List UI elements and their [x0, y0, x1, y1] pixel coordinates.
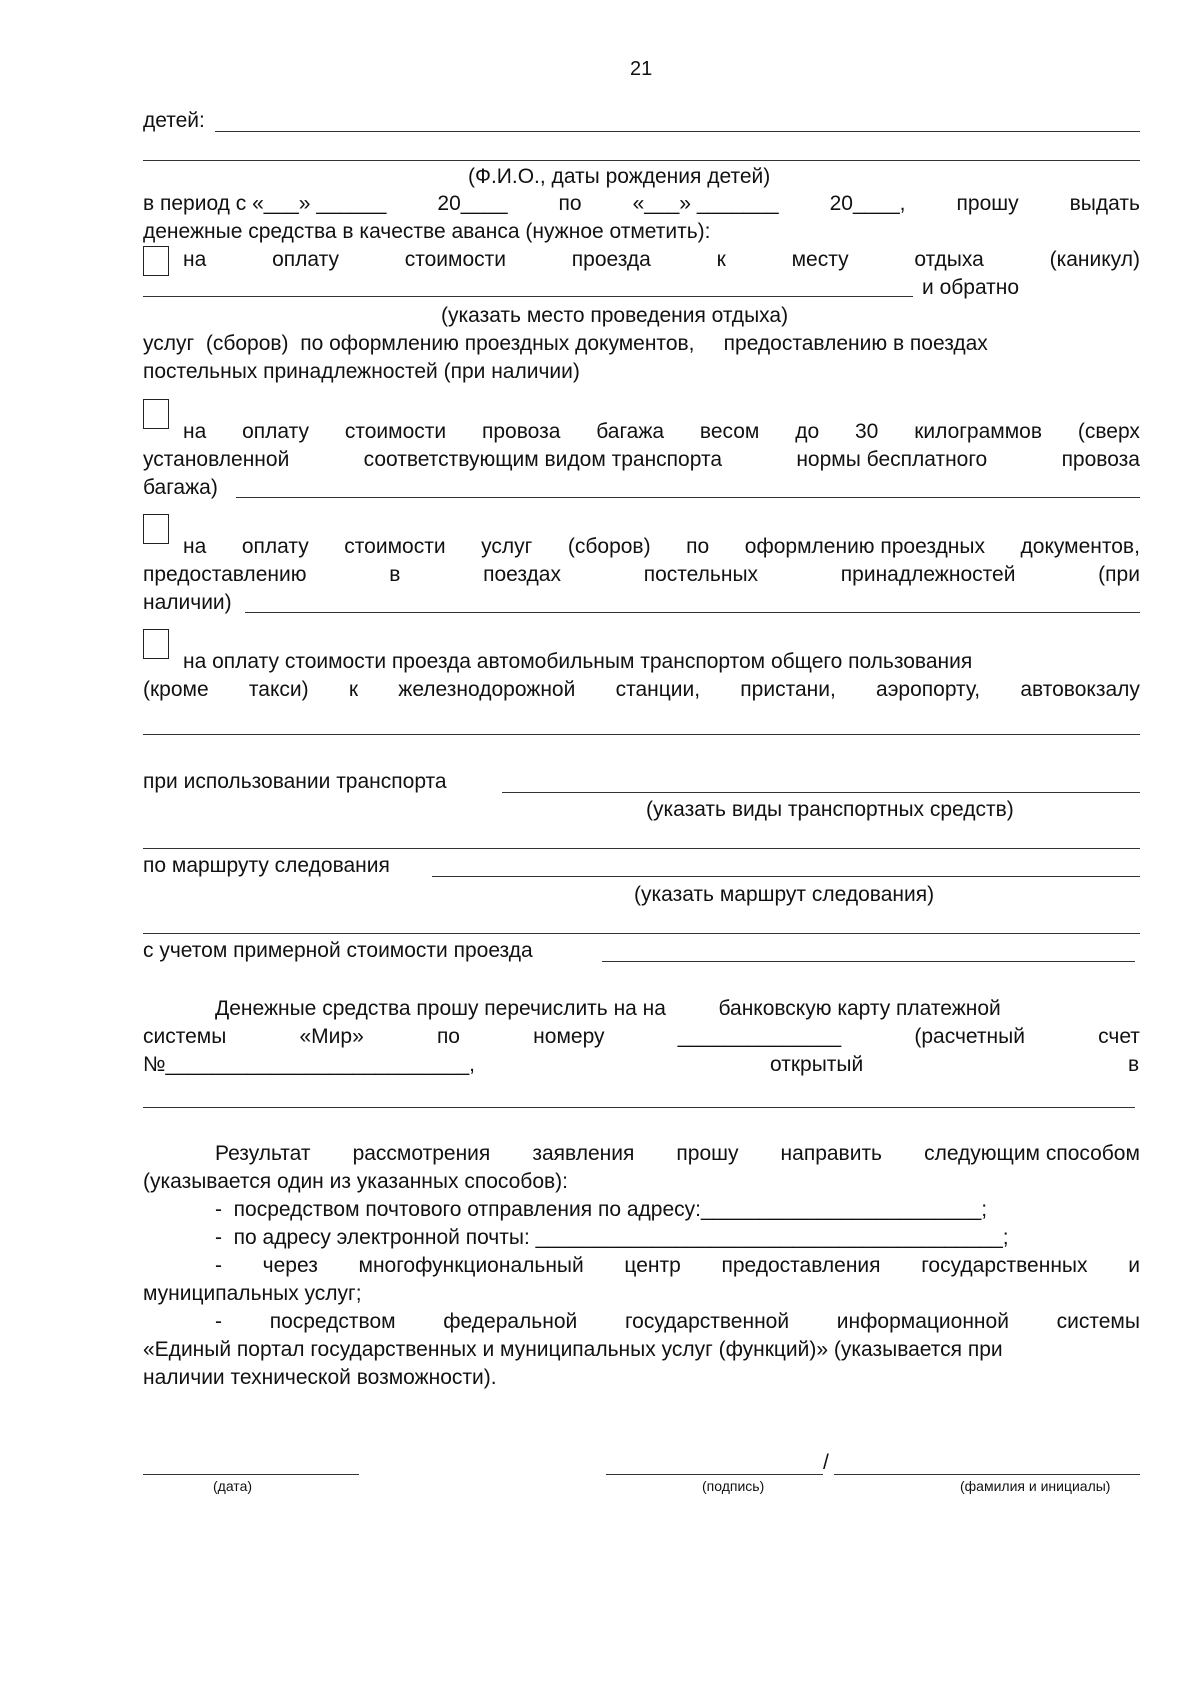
option3-word: поездах — [483, 563, 561, 586]
option3-word: по — [686, 535, 710, 558]
option4-word: к — [348, 678, 359, 701]
result-word: рассмотрения — [352, 1142, 491, 1165]
option3-word: оплату — [241, 535, 309, 558]
result-word: информационной — [836, 1310, 1009, 1333]
payment-line1: Денежные средства прошу перечислить на на банковскую карту платежной — [215, 997, 1001, 1020]
transport-line[interactable] — [502, 792, 1140, 793]
option1-line3: услуг (сборов) по оформлению проездных документов, предоставлению в поездах — [143, 332, 988, 355]
result-word: и — [1128, 1254, 1140, 1277]
services-line[interactable] — [245, 612, 1140, 613]
route-line[interactable] — [432, 876, 1140, 877]
children-line-1[interactable] — [215, 131, 1140, 132]
period-word: по — [558, 192, 582, 215]
option2-word: килограммов — [914, 420, 1043, 443]
result-word: посредством — [269, 1310, 396, 1333]
option1-word: оплату — [272, 248, 339, 271]
signature-caption: (подпись) — [702, 1478, 765, 1494]
result-portal-line2: «Единый портал государственных и муниципальных услуг (функций)» (указывается при — [143, 1338, 1003, 1361]
option1-tail: и обратно — [922, 276, 1020, 299]
option2-word: провоза — [1061, 448, 1140, 471]
route-label: по маршруту следования — [143, 854, 390, 877]
route-caption: (указать маршрут следования) — [634, 883, 935, 906]
option2-word: провоза — [481, 420, 561, 443]
result-word: системы — [1056, 1310, 1140, 1333]
page-number: 21 — [630, 58, 653, 80]
payment-word: системы — [143, 1025, 227, 1048]
result-word: государственных — [921, 1254, 1088, 1277]
period-word: 20____, — [829, 192, 906, 215]
option3-word: услуг — [481, 535, 533, 558]
option3-word: предоставлению — [143, 563, 307, 586]
payment-word: счет — [1098, 1025, 1140, 1048]
option2-word: установленной — [143, 448, 290, 471]
option3-word: (при — [1098, 563, 1140, 586]
rest-place-line[interactable] — [143, 296, 913, 297]
bank-line[interactable] — [143, 1107, 1135, 1108]
result-word: - — [215, 1254, 222, 1277]
result-word: предоставления — [721, 1254, 881, 1277]
option4-word: автовокзалу — [1020, 678, 1140, 701]
option4-line2 — [143, 677, 1140, 703]
option2-line2 — [143, 447, 1140, 473]
children-line-2[interactable] — [143, 160, 1140, 161]
option1-word: (каникул) — [1049, 248, 1140, 271]
option3-word: постельных — [643, 563, 759, 586]
option4-word: такси) — [248, 678, 309, 701]
payment-word: номеру — [533, 1025, 605, 1048]
result-portal-line3: наличии технической возможности). — [143, 1366, 497, 1389]
option2-word: нормы бесплатного — [796, 448, 988, 471]
result-word: - — [215, 1310, 222, 1333]
result-word: федеральной — [443, 1310, 578, 1333]
result-line2: (указывается один из указанных способов): — [143, 1170, 568, 1193]
option4-word: железнодорожной — [398, 678, 576, 701]
signature-line[interactable] — [606, 1474, 823, 1475]
result-mfc — [215, 1253, 1140, 1279]
payment-opened: открытый — [770, 1053, 864, 1076]
period-word: выдать — [1069, 192, 1140, 215]
result-word: заявления — [532, 1142, 635, 1165]
result-email[interactable]: - по адресу электронной почты: ________________________________________; — [215, 1226, 1009, 1249]
option2-word: стоимости — [344, 420, 447, 443]
result-mfc-line2: муниципальных услуг; — [143, 1282, 362, 1305]
option1-word: стоимости — [404, 248, 506, 271]
transport-label: при использовании транспорта — [143, 770, 447, 793]
transport-line-2[interactable] — [143, 848, 1140, 849]
result-word: многофункциональный — [358, 1254, 584, 1277]
option3-word: стоимости — [344, 535, 446, 558]
result-mail[interactable]: - посредством почтового отправления по адресу:________________________; — [215, 1198, 988, 1221]
payment-in: в — [1128, 1053, 1140, 1076]
result-word: направить — [780, 1142, 882, 1165]
option1-word: к — [716, 248, 726, 271]
payment-word: «Мир» — [299, 1025, 364, 1048]
card-number-field[interactable]: ______________ — [677, 1025, 842, 1048]
period-word: «___» _______ — [632, 192, 779, 215]
option2-word: соответствующим видом транспорта — [363, 448, 723, 471]
result-word: прошу — [676, 1142, 739, 1165]
option2-word: весом — [699, 420, 760, 443]
option1-word: проезда — [571, 248, 651, 271]
option2-line3: багажа) — [143, 476, 218, 499]
option4-word: пристани, — [740, 678, 836, 701]
signature-slash: / — [823, 1451, 829, 1474]
children-caption: (Ф.И.О., даты рождения детей) — [468, 165, 771, 188]
option4-word: аэропорту, — [876, 678, 981, 701]
option2-word: 30 — [854, 420, 879, 443]
children-label: детей: — [143, 109, 205, 132]
option1-line — [183, 247, 1140, 273]
option3-word: принадлежностей — [840, 563, 1016, 586]
result-line1 — [215, 1141, 1140, 1167]
option2-word: на — [183, 420, 207, 443]
result-word: Результат — [215, 1142, 311, 1165]
route-line-2[interactable] — [143, 933, 1140, 934]
option1-word: месту — [791, 248, 849, 271]
result-word: центр — [624, 1254, 681, 1277]
option3-line2 — [143, 562, 1140, 588]
period-line — [143, 191, 1140, 217]
option2-word: оплату — [242, 420, 310, 443]
option3-word: документов, — [1020, 535, 1140, 558]
bus-line[interactable] — [143, 734, 1140, 735]
cost-label: с учетом примерной стоимости проезда — [143, 939, 533, 962]
option2-line — [183, 419, 1140, 445]
period-word: 20____ — [437, 192, 508, 215]
date-caption: (дата) — [213, 1478, 253, 1494]
checkbox-services[interactable] — [143, 514, 169, 544]
name-caption: (фамилия и инициалы) — [960, 1478, 1111, 1494]
option1-word: на — [183, 248, 207, 271]
option3-word: в — [389, 563, 401, 586]
period-word: в период с «___» ______ — [143, 192, 387, 215]
option3-line3: наличии) — [143, 591, 232, 614]
option4-word: станции, — [615, 678, 701, 701]
transport-caption: (указать виды транспортных средств) — [646, 798, 1014, 821]
account-number-field[interactable]: №__________________________, — [143, 1053, 476, 1076]
payment-word: по — [436, 1025, 460, 1048]
period-line-2: денежные средства в качестве аванса (нужное отметить): — [143, 220, 711, 243]
option3-word: (сборов) — [567, 535, 651, 558]
checkbox-travel[interactable] — [143, 246, 169, 276]
date-line[interactable] — [143, 1474, 359, 1475]
result-word: государственной — [624, 1310, 790, 1333]
option3-line — [183, 534, 1140, 560]
name-line[interactable] — [834, 1474, 1140, 1475]
checkbox-baggage[interactable] — [143, 399, 169, 429]
period-word: прошу — [956, 192, 1019, 215]
option4-line1: на оплату стоимости проезда автомобильным транспортом общего пользования — [183, 650, 973, 673]
payment-line2 — [143, 1024, 1140, 1050]
option1-caption: (указать место проведения отдыха) — [441, 304, 789, 327]
option2-word: до — [795, 420, 820, 443]
option3-word: оформлению проездных — [744, 535, 985, 558]
option2-word: багажа — [596, 420, 665, 443]
option1-word: отдыха — [914, 248, 984, 271]
checkbox-bus[interactable] — [143, 629, 169, 659]
baggage-line[interactable] — [236, 497, 1140, 498]
option1-line4: постельных принадлежностей (при наличии) — [143, 360, 580, 383]
payment-word: (расчетный — [914, 1025, 1025, 1048]
option4-word: (кроме — [143, 678, 209, 701]
option2-word: (сверх — [1077, 420, 1140, 443]
result-portal — [215, 1309, 1140, 1335]
result-word: следующим способом — [924, 1142, 1140, 1165]
cost-line[interactable] — [602, 961, 1135, 962]
result-word: через — [262, 1254, 318, 1277]
option3-word: на — [183, 535, 207, 558]
